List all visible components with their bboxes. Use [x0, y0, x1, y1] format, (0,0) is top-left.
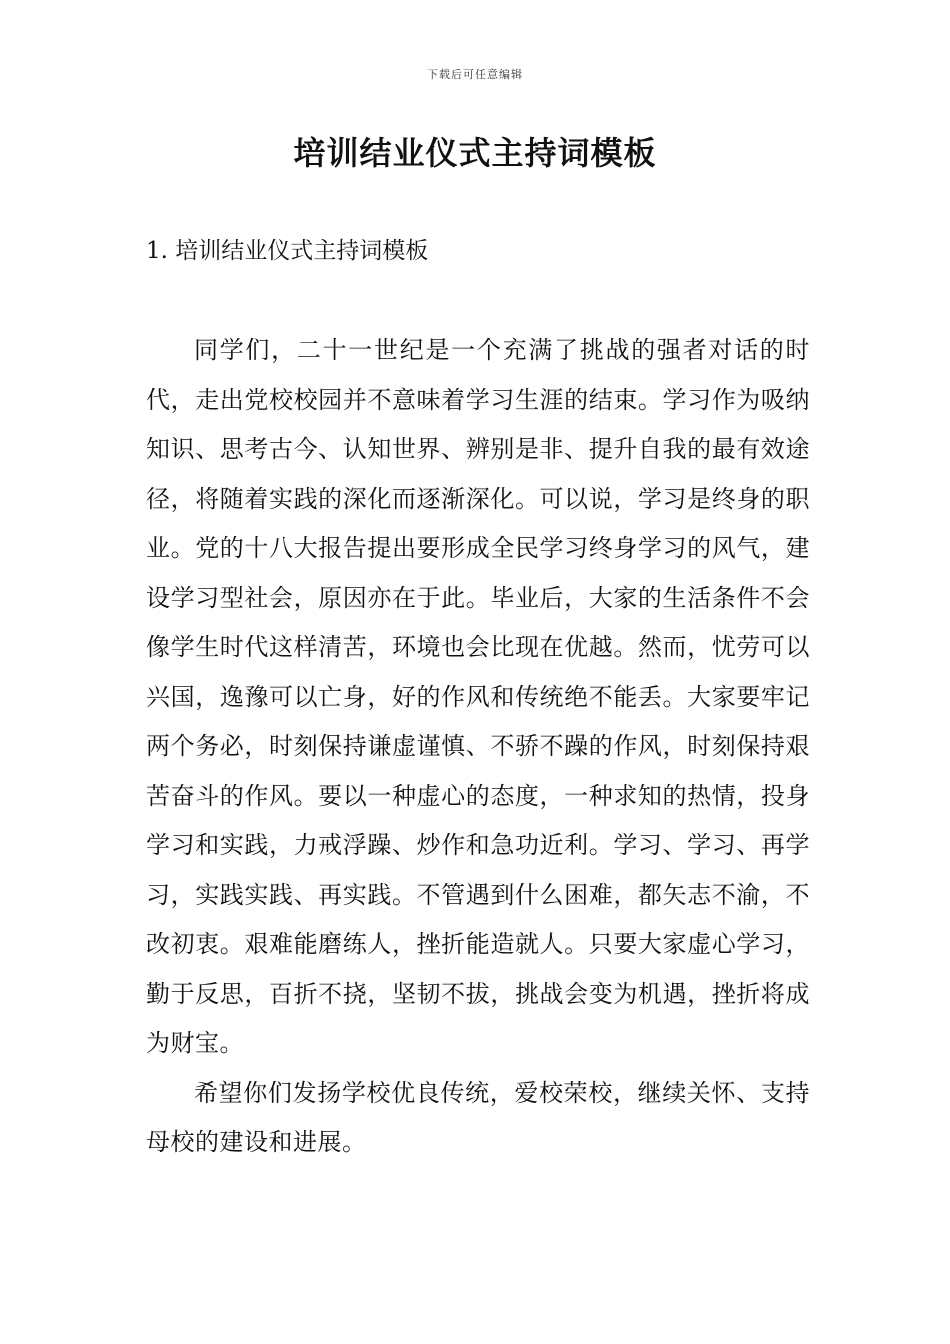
document-body — [146, 326, 810, 1168]
document-title: 培训结业仪式主持词模板 — [293, 134, 657, 172]
section-heading: 1. 培训结业仪式主持词模板 — [146, 238, 429, 264]
paragraph: 希望你们发扬学校优良传统，爱校荣校，继续关怀、支持母校的建设和进展。 — [146, 1078, 810, 1156]
paragraph: 同学们，二十一世纪是一个充满了挑战的强者对话的时代，走出党校校园并不意味着学习生涯的结束。学习作为吸纳知识、思考古今、认知世界、辨别是非、提升自我的最有效途径，将随着实践的深化而逐渐深化。可以说，学习是终身的职业。党的十八大报告提出要形成全民学习终身学习的风气，建设学习型社会，原因亦在于此。毕业后，大家的生活条件不会像学生时代这样清苦，环境也会比现在优越。然而，忧劳可以兴国，逸豫可以亡身，好的作风和传统绝不能丢。大家要牢记两个务必，时刻保持谦虚谨慎、不骄不躁的作风，时刻保持艰苦奋斗的作风。要以一种虚心的态度，一种求知的热情，投身学习和实践，力戒浮躁、炒作和急功近利。学习、学习、再学习，实践实践、再实践。不管遇到什么困难，都矢志不渝，不改初衷。艰难能磨练人，挫折能造就人。只要大家虚心学习，勤于反思，百折不挠，坚韧不拔，挑战会变为机遇，挫折将成为财宝。 — [146, 336, 810, 1057]
header-note: 下载后可任意编辑 — [427, 68, 523, 81]
